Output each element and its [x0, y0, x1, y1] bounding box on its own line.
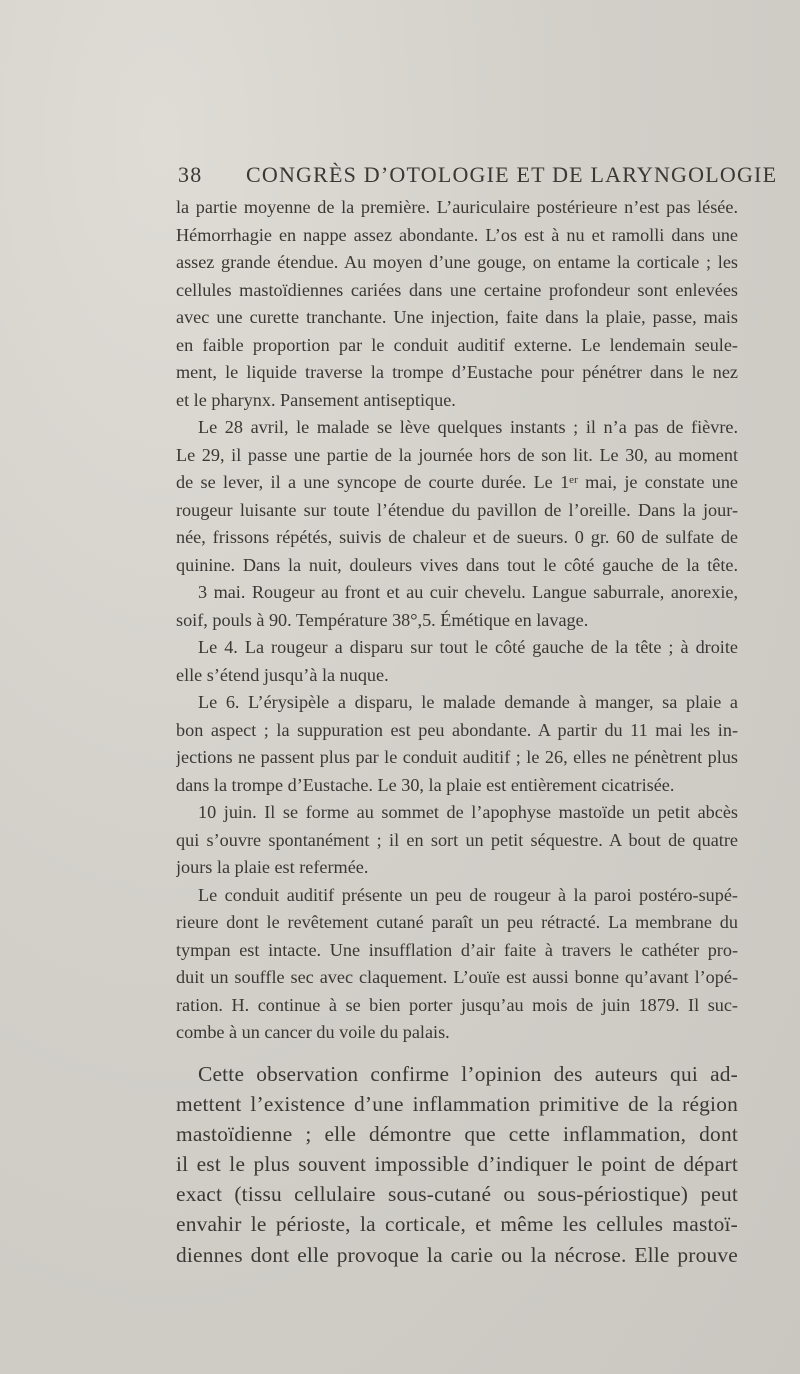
text-line: rougeur luisante sur toute l’étendue du pavillon de l’oreille. Dans la jour-: [176, 499, 738, 520]
text-line: elle s’étend jusqu’à la nuque.: [176, 664, 389, 685]
text-line: dans la trompe d’Eustache. Le 30, la plaie est entièrement cicatrisée.: [176, 774, 675, 795]
text-line: Le 4. La rougeur a disparu sur tout le côté gauche de la tête ; à droite: [198, 637, 738, 657]
text-line: tympan est intacte. Une insufflation d’air faite à travers le cathéter pro-: [176, 939, 738, 960]
text-line: mastoïdienne ; elle démontre que cette inflammation, dont: [176, 1121, 738, 1146]
text-line: jections ne passent plus par le conduit auditif ; le 26, elles ne pénètrent plus: [176, 747, 738, 767]
text-line: assez grande étendue. Au moyen d’une gouge, on entame la corticale ; les: [176, 252, 738, 272]
text-line: duit un souffle sec avec claquement. L’ouïe est aussi bonne qu’avant l’opé-: [176, 967, 738, 987]
running-title: CONGRÈS D’OTOLOGIE ET DE LARYNGOLOGIE: [246, 162, 778, 187]
text-line: avec une curette tranchante. Une injection, faite dans la plaie, passe, mais: [176, 307, 738, 327]
text-line: de se lever, il a une syncope de courte durée. Le 1ᵉʳ mai, je constate une: [176, 472, 738, 492]
text-line: Hémorrhagie en nappe assez abondante. L’os est à nu et ramolli dans une: [176, 224, 738, 245]
text-line: exact (tissu cellulaire sous-cutané ou sous-périostique) peut: [176, 1182, 738, 1207]
case-notes: [176, 194, 738, 1047]
text-line: Le 29, il passe une partie de la journée hors de son lit. Le 30, au moment: [176, 444, 738, 465]
text-line: il est le plus souvent impossible d’indiquer le point de départ: [176, 1152, 738, 1177]
text-line: combe à un cancer du voile du palais.: [176, 1022, 450, 1042]
text-line: cellules mastoïdiennes cariées dans une certaine profondeur sont enlevées: [176, 279, 738, 300]
body-text: [176, 194, 738, 1270]
text-line: 3 mai. Rougeur au front et au cuir chevelu. Langue saburrale, anorexie,: [198, 582, 738, 602]
text-line: née, frissons répétés, suivis de chaleur et de sueurs. 0 gr. 60 de sulfate de: [176, 527, 738, 547]
text-line: bon aspect ; la suppuration est peu abondante. A partir du 11 mai les in-: [176, 719, 738, 740]
text-line: et le pharynx. Pansement antiseptique.: [176, 389, 456, 410]
text-line: la partie moyenne de la première. L’auriculaire postérieure n’est pas lésée.: [176, 197, 738, 217]
text-line: 10 juin. Il se forme au sommet de l’apophyse mastoïde un petit abcès: [198, 802, 738, 822]
text-line: Le 6. L’érysipèle a disparu, le malade demande à manger, sa plaie a: [198, 692, 738, 712]
text-line: Cette observation confirme l’opinion des auteurs qui ad-: [198, 1061, 738, 1086]
text-line: rieure dont le revêtement cutané paraît un peu rétracté. La membrane du: [176, 912, 738, 932]
commentary: [176, 1059, 738, 1270]
text-line: quinine. Dans la nuit, douleurs vives dans tout le côté gauche de la tête.: [176, 554, 738, 575]
running-head: [178, 162, 778, 188]
text-line: envahir le périoste, la corticale, et même les cellules mastoï-: [176, 1212, 738, 1237]
text-line: diennes dont elle provoque la carie ou la nécrose. Elle prouve: [176, 1242, 738, 1267]
text-line: en faible proportion par le conduit auditif externe. Le lendemain seule-: [176, 334, 738, 355]
text-line: Le conduit auditif présente un peu de rougeur à la paroi postéro-supé-: [198, 884, 738, 905]
text-line: ment, le liquide traverse la trompe d’Eustache pour pénétrer dans le nez: [176, 362, 738, 382]
text-line: qui s’ouvre spontanément ; il en sort un petit séquestre. A bout de quatre: [176, 829, 738, 850]
text-line: mettent l’existence d’une inflammation primitive de la région: [176, 1091, 738, 1116]
text-line: jours la plaie est refermée.: [176, 857, 369, 877]
text-line: soif, pouls à 90. Température 38°,5. Émétique en lavage.: [176, 609, 589, 630]
text-line: ration. H. continue à se bien porter jusqu’au mois de juin 1879. Il suc-: [176, 994, 738, 1015]
page-number: 38: [178, 162, 203, 187]
text-line: Le 28 avril, le malade se lève quelques instants ; il n’a pas de fièvre.: [198, 417, 738, 437]
